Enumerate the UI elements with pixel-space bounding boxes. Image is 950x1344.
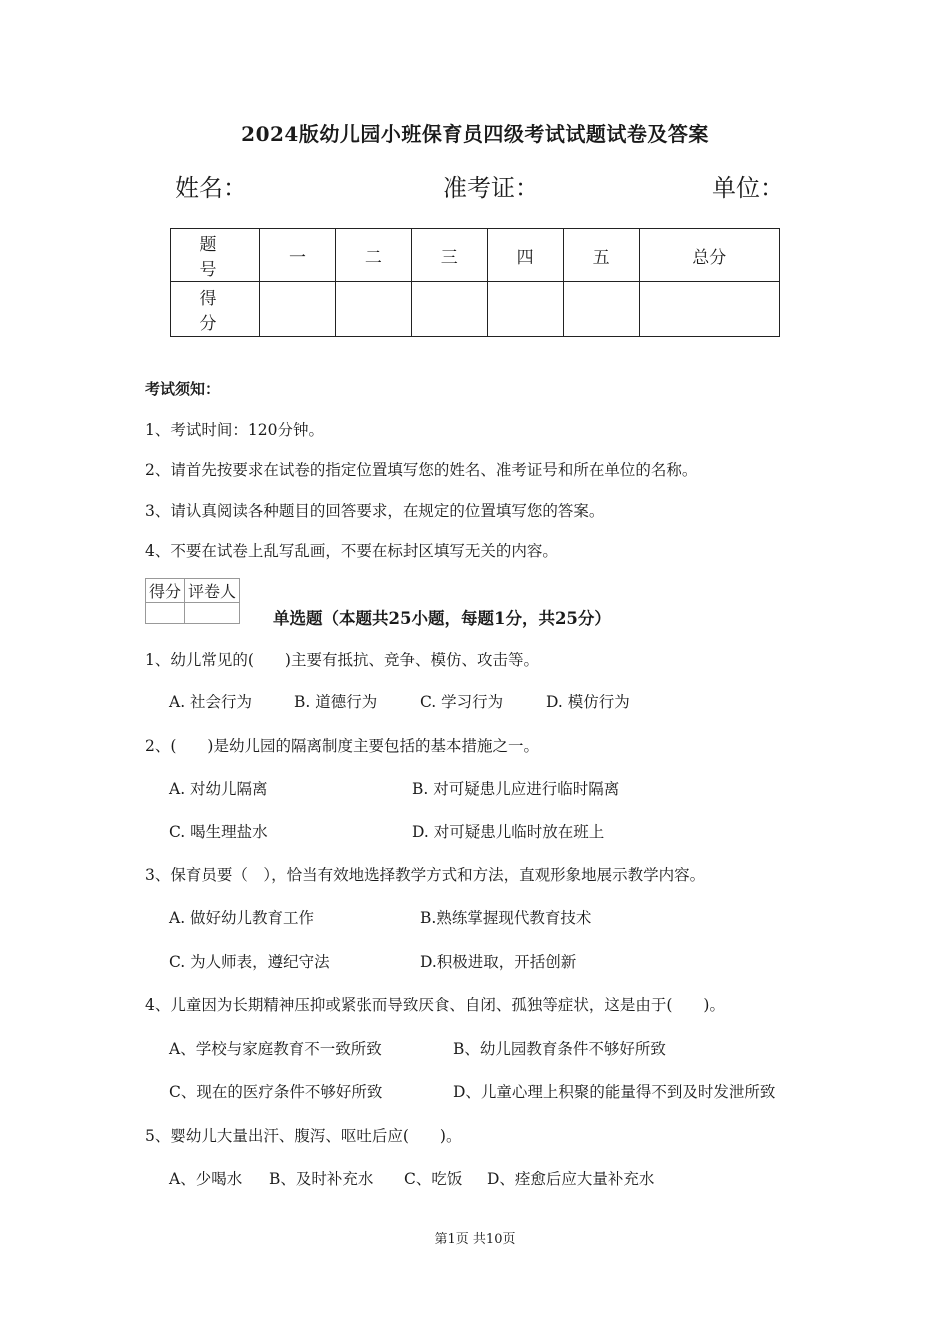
grader-score-input[interactable] [146, 603, 185, 624]
score-table-score-row [171, 282, 780, 337]
grader-reviewer-input[interactable] [185, 603, 240, 624]
score-cell-score-label: 得 分 [171, 282, 260, 337]
score-input-section-2[interactable] [335, 282, 411, 337]
question-2-option-a[interactable]: A. 对幼儿隔离 [169, 780, 268, 798]
question-4-option-d[interactable]: D、儿童心理上积聚的能量得不到及时发泄所致 [453, 1083, 776, 1101]
score-input-section-5[interactable] [563, 282, 639, 337]
notice-item-4: 4、不要在试卷上乱写乱画，不要在标封区填写无关的内容。 [145, 542, 558, 560]
question-4-option-a[interactable]: A、学校与家庭教育不一致所致 [169, 1040, 382, 1058]
question-3-option-d[interactable]: D.积极进取，开括创新 [420, 953, 577, 971]
name-label: 姓名： [175, 174, 247, 202]
question-5-option-a[interactable]: A、少喝水 [169, 1170, 243, 1188]
question-3-option-b[interactable]: B.熟练掌握现代教育技术 [420, 909, 592, 927]
score-cell-total: 总分 [639, 229, 779, 282]
question-1-option-d[interactable]: D. 模仿行为 [546, 693, 630, 711]
question-1-stem: 1、幼儿常见的( )主要有抵抗、竞争、模仿、攻击等。 [145, 651, 539, 669]
notice-item-1: 1、考试时间：120分钟。 [145, 421, 324, 439]
notice-item-3: 3、请认真阅读各种题目的回答要求，在规定的位置填写您的答案。 [145, 502, 605, 520]
score-cell-section-5: 五 [563, 229, 639, 282]
question-5-stem: 5、婴幼儿大量出汗、腹泻、呕吐后应( )。 [145, 1127, 462, 1145]
grader-reviewer-label: 评卷人 [185, 579, 240, 603]
page-footer: 第1页 共10页 [434, 1232, 516, 1247]
score-cell-section-3: 三 [411, 229, 487, 282]
question-2-stem: 2、( )是幼儿园的隔离制度主要包括的基本措施之一。 [145, 737, 539, 755]
question-4-option-c[interactable]: C、现在的医疗条件不够好所致 [169, 1083, 383, 1101]
question-2-option-b[interactable]: B. 对可疑患儿应进行临时隔离 [412, 780, 620, 798]
notice-item-2: 2、请首先按要求在试卷的指定位置填写您的姓名、准考证号和所在单位的名称。 [145, 461, 698, 479]
score-table [170, 228, 780, 337]
question-3-option-c[interactable]: C. 为人师表，遵纪守法 [169, 953, 330, 971]
question-5-option-c[interactable]: C、吃饭 [404, 1170, 463, 1188]
notice-title: 考试须知： [145, 380, 221, 398]
question-3-option-a[interactable]: A. 做好幼儿教育工作 [169, 909, 315, 927]
score-input-section-1[interactable] [260, 282, 336, 337]
section-title: 单选题（本题共25小题，每题1分，共25分） [273, 609, 611, 628]
score-cell-section-2: 二 [335, 229, 411, 282]
exam-number-label: 准考证： [443, 174, 539, 202]
grader-score-label: 得分 [146, 579, 185, 603]
page-title: 2024版幼儿园小班保育员四级考试试题试卷及答案 [241, 122, 709, 146]
question-1-option-b[interactable]: B. 道德行为 [294, 693, 378, 711]
grader-box [145, 578, 240, 624]
score-cell-section-4: 四 [487, 229, 563, 282]
score-table-header-row [171, 229, 780, 282]
question-5-option-d[interactable]: D、痊愈后应大量补充水 [487, 1170, 655, 1188]
question-2-option-d[interactable]: D. 对可疑患儿临时放在班上 [412, 823, 605, 841]
score-input-total[interactable] [639, 282, 779, 337]
question-3-stem: 3、保育员要（ ），恰当有效地选择教学方式和方法，直观形象地展示教学内容。 [145, 866, 706, 884]
question-1-option-a[interactable]: A. 社会行为 [169, 693, 253, 711]
score-cell-section-1: 一 [260, 229, 336, 282]
unit-label: 单位： [712, 174, 784, 202]
question-1-option-c[interactable]: C. 学习行为 [420, 693, 504, 711]
score-input-section-4[interactable] [487, 282, 563, 337]
score-input-section-3[interactable] [411, 282, 487, 337]
score-cell-question-no-label: 题 号 [171, 229, 260, 282]
question-4-option-b[interactable]: B、幼儿园教育条件不够好所致 [453, 1040, 666, 1058]
question-2-option-c[interactable]: C. 喝生理盐水 [169, 823, 268, 841]
question-5-option-b[interactable]: B、及时补充水 [269, 1170, 374, 1188]
question-4-stem: 4、儿童因为长期精神压抑或紧张而导致厌食、自闭、孤独等症状，这是由于( )。 [145, 996, 725, 1014]
